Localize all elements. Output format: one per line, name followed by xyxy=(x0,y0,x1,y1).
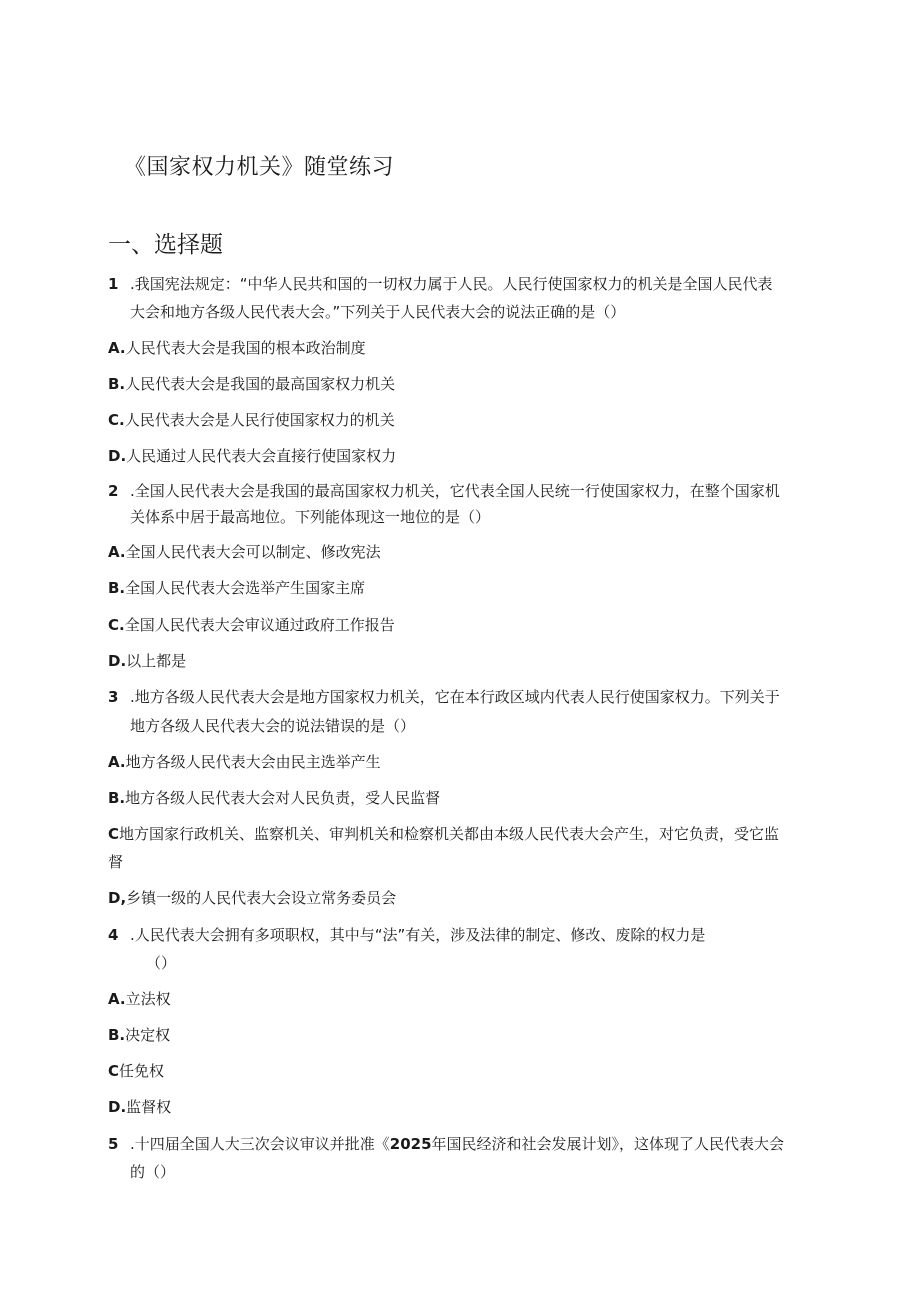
question-text: .我国宪法规定：“中华人民共和国的一切权力属于人民。人民行使国家权力的机关是全国人民代表 xyxy=(130,275,773,293)
option-c[interactable] xyxy=(108,1061,164,1081)
option-letter: A. xyxy=(108,990,126,1008)
option-text: 全国人民代表大会审议通过政府工作报告 xyxy=(124,616,395,634)
option-b[interactable] xyxy=(108,578,365,598)
option-letter: D, xyxy=(108,889,127,907)
question-text-continued: 关体系中居于最高地位。下列能体现这一地位的是（） xyxy=(130,508,491,526)
option-text: 任免权 xyxy=(119,1062,165,1080)
question-text-continued: 的（） xyxy=(130,1163,176,1181)
question-number: 4 xyxy=(108,926,119,944)
option-b[interactable] xyxy=(108,788,440,808)
option-d[interactable] xyxy=(108,651,186,671)
question-text-continued: 大会和地方各级人民代表大会。”下列关于人民代表大会的说法正确的是（） xyxy=(130,303,626,321)
option-a[interactable] xyxy=(108,542,381,562)
option-letter: C. xyxy=(108,411,125,429)
option-letter: C. xyxy=(108,616,125,634)
option-a[interactable] xyxy=(108,338,366,358)
section-heading: 一、选择题 xyxy=(108,232,223,258)
option-c[interactable] xyxy=(108,824,779,844)
option-text: 决定权 xyxy=(125,1026,171,1044)
option-text: 全国人民代表大会可以制定、修改宪法 xyxy=(125,543,381,561)
option-text: 地方国家行政机关、监察机关、审判机关和检察机关都由本级人民代表大会产生，对它负责，受它监 xyxy=(119,825,780,843)
option-c[interactable] xyxy=(108,410,395,430)
question-text xyxy=(130,1134,784,1154)
question-number: 5 xyxy=(108,1135,119,1153)
option-text: 立法权 xyxy=(125,990,171,1008)
question-text: .全国人民代表大会是我国的最高国家权力机关，它代表全国人民统一行使国家权力，在整个国家机 xyxy=(130,482,780,500)
option-text: 人民通过人民代表大会直接行使国家权力 xyxy=(126,447,397,465)
option-letter: A. xyxy=(108,543,126,561)
option-text: 地方各级人民代表大会由民主选举产生 xyxy=(125,753,381,771)
question-text-part: 年国民经济和社会发展计划》，这体现了人民代表大会 xyxy=(431,1135,785,1153)
option-b[interactable] xyxy=(108,1025,170,1045)
question-number: 3 xyxy=(108,688,119,706)
question-text-continued: 地方各级人民代表大会的说法错误的是（） xyxy=(130,717,416,735)
option-a[interactable] xyxy=(108,989,171,1009)
option-letter: B. xyxy=(108,1026,126,1044)
option-text: 人民代表大会是我国的根本政治制度 xyxy=(125,339,366,357)
option-text: 人民代表大会是人民行使国家权力的机关 xyxy=(124,411,395,429)
option-letter: D. xyxy=(108,1098,127,1116)
question-text: .人民代表大会拥有多项职权，其中与“法”有关，涉及法律的制定、修改、废除的权力是 xyxy=(130,926,706,944)
option-letter: C xyxy=(108,1062,120,1080)
option-letter: D. xyxy=(108,652,127,670)
year-text: 2025 xyxy=(389,1135,432,1153)
option-letter: D. xyxy=(108,447,127,465)
option-letter: C xyxy=(108,825,120,843)
option-letter: B. xyxy=(108,375,126,393)
question-text-continued: （） xyxy=(146,954,177,972)
option-b[interactable] xyxy=(108,374,395,394)
option-d[interactable] xyxy=(108,446,396,466)
option-c[interactable] xyxy=(108,615,395,635)
question-text: .地方各级人民代表大会是地方国家权力机关，它在本行政区域内代表人民行使国家权力。下列关于 xyxy=(130,688,780,706)
option-d[interactable] xyxy=(108,888,396,908)
option-text: 人民代表大会是我国的最高国家权力机关 xyxy=(125,375,396,393)
option-c-continued: 督 xyxy=(108,853,124,871)
option-letter: B. xyxy=(108,579,126,597)
page-title: 《国家权力机关》随堂练习 xyxy=(124,155,395,180)
option-text: 乡镇一级的人民代表大会设立常务委员会 xyxy=(126,889,397,907)
question-text-part: .十四届全国人大三次会议审议并批准《 xyxy=(130,1135,390,1153)
option-text: 全国人民代表大会选举产生国家主席 xyxy=(125,579,366,597)
option-d[interactable] xyxy=(108,1097,171,1117)
question-number: 1 xyxy=(108,275,119,293)
option-text: 地方各级人民代表大会对人民负责，受人民监督 xyxy=(125,789,441,807)
option-text: 监督权 xyxy=(126,1098,172,1116)
option-a[interactable] xyxy=(108,752,381,772)
question-number: 2 xyxy=(108,482,119,500)
option-letter: B. xyxy=(108,789,126,807)
option-letter: A. xyxy=(108,753,126,771)
option-text: 以上都是 xyxy=(126,652,187,670)
option-letter: A. xyxy=(108,339,126,357)
